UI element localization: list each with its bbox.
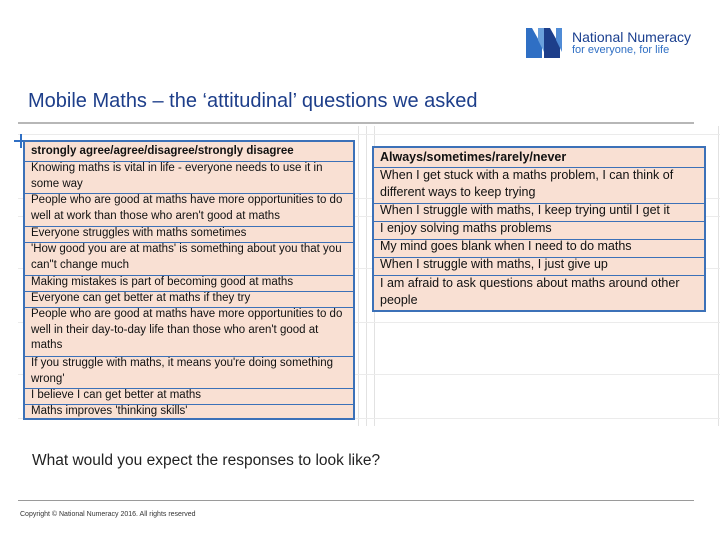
table-row: If you struggle with maths, it means you're doing something wrong' xyxy=(31,357,333,385)
table-row: Maths improves 'thinking skills' xyxy=(31,405,188,417)
table-row: I enjoy solving maths problems xyxy=(380,221,552,235)
table-row: People who are good at maths have more opportunities to do well in their day-to-day life than those who aren't good at maths xyxy=(31,308,343,351)
frequency-table xyxy=(372,146,706,312)
slide-title: Mobile Maths – the ‘attitudinal’ questions we asked xyxy=(28,90,478,112)
table-row: I am afraid to ask questions about maths around other people xyxy=(380,276,680,307)
table-row: When I struggle with maths, I just give up xyxy=(380,257,608,271)
table-row: When I struggle with maths, I keep trying until I get it xyxy=(380,203,670,217)
table-row: Making mistakes is part of becoming good at maths xyxy=(31,276,294,288)
copyright-footer: Copyright © National Numeracy 2016. All rights reserved xyxy=(20,511,196,518)
agree-disagree-table xyxy=(23,140,355,420)
table-row: People who are good at maths have more opportunities to do well at work than those who aren't good at maths xyxy=(31,194,343,222)
brand-name: National Numeracy xyxy=(572,29,692,45)
discussion-question: What would you expect the responses to look like? xyxy=(32,452,381,469)
table-row: 'How good you are at maths' is something about you that you can"t change much xyxy=(31,243,342,271)
table-row: When I get stuck with a maths problem, I can think of different ways to keep trying xyxy=(380,168,674,199)
nn-logo-mark-icon xyxy=(524,24,570,60)
table-header: strongly agree/agree/disagree/strongly disagree xyxy=(31,145,294,157)
table-row: I believe I can get better at maths xyxy=(31,389,202,401)
table-row: Knowing maths is vital in life - everyone needs to use it in some way xyxy=(31,162,323,190)
footer-divider xyxy=(18,500,694,501)
national-numeracy-logo xyxy=(524,24,714,60)
table-header: Always/sometimes/rarely/never xyxy=(380,150,567,164)
brand-tagline: for everyone, for life xyxy=(572,44,670,56)
table-row: My mind goes blank when I need to do maths xyxy=(380,239,632,253)
table-row: Everyone can get better at maths if they try xyxy=(31,292,251,304)
table-row: Everyone struggles with maths sometimes xyxy=(31,227,247,239)
title-divider xyxy=(18,122,694,124)
